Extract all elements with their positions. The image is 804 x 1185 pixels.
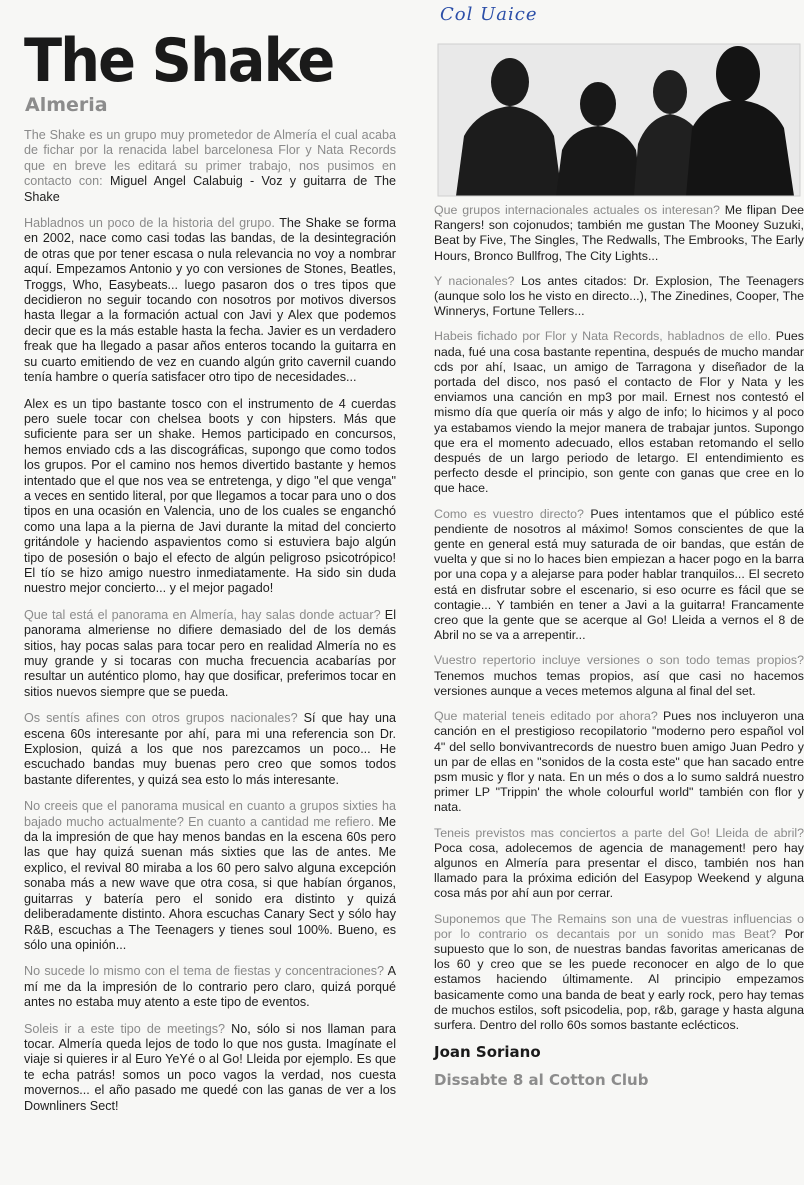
band-photo xyxy=(438,44,800,196)
answer-text: Me flipan Dee Rangers! son cojonudos; también me gustan The Mooney Suzuki, Beat by Five, The Singles, The Redwalls, The Embrooks, The Early Hours, Bronco Bullfrog, The City Lights... xyxy=(434,203,804,263)
question-text: No creeis que el panorama musical en cuanto a grupos sixties ha bajado mucho actualmente? En cuanto a cantidad me refiero. xyxy=(24,799,396,829)
answer-text: Pues intentamos que el público esté pendiente de nosotros al máximo! Somos conscientes de que la gente en general está muy saturada de oir bandas, que están de vuelta y que si no lo haces bien empiezan a hacer pogo en la barra por una copa y a alejarse para poder hablar tranquilos... El secreto está en disfrutar sobre el escenario, si eso ocurre es fácil que se contagie... Y también en tener a Javi a la guitarra! Francamente creo que la gente que se acerque al Go! Lleida a vernos el 8 de Abril no se va a arrepentir... xyxy=(434,506,804,643)
question-text: Suponemos que The Remains son una de vuestras influencias o por lo contrario os decantais por un sonido mas Beat? xyxy=(434,911,804,941)
page-subtitle: Almeria xyxy=(25,94,108,116)
intro-text: The Shake es un grupo muy prometedor de Almería el cual acaba de fichar por la renacida label barcelonesa Flor y Nata Records que en breve les editará su primer trabajo, nos pusimos en contacto con: xyxy=(24,128,396,189)
interview-section xyxy=(434,653,804,699)
question-text: Vuestro repertorio incluye versiones o son todo temas propios? xyxy=(434,653,804,668)
question-text: Habladnos un poco de la historia del grupo. xyxy=(24,216,280,231)
answer-text: Tenemos muchos temas propios, así que casi no hacemos versiones aunque a veces metemos alguna al final del set. xyxy=(434,668,804,698)
interview-section xyxy=(24,964,396,1010)
answer-text: The Shake se forma en 2002, nace como casi todas las bandas, de la desintegración de otras que por tener escasa o nula relevancia no voy a nombrar aquí. Empezamos Antonio y yo con versiones de Stones, Beatles, Troggs, Who, Easybeats... luego pasaron dos o tres tipos que decidieron no seguir tocando con nosotros por motivos diversos hasta llegar a la formación actual con Javi y Alex que podemos decir que es la más estable hasta la fecha. Javier es un verdadero freak que ha llegado a pasar años enteros tocando la guitarra en su cuarto emitiendo de vez en cuando algún grito cavernil cuando tenía hambre o quería satisfacer otro tipo de necesidades... xyxy=(24,216,396,385)
question-text: Y nacionales? xyxy=(434,273,521,288)
intro-contact: Miguel Angel Calabuig - Voz y guitarra de The Shake xyxy=(24,174,396,204)
interview-section xyxy=(434,329,804,496)
interview-section xyxy=(434,274,804,320)
answer-text: Los antes citados: Dr. Explosion, The Teenagers (aunque solo los he visto en directo...), The Zinedines, Cooper, The Winnerys, Fortune Tellers... xyxy=(434,273,804,319)
interview-section xyxy=(434,826,804,902)
interview-section xyxy=(24,711,396,788)
interview-section xyxy=(24,397,396,597)
question-text: Que material teneis editado por ahora? xyxy=(434,709,663,724)
interview-section xyxy=(434,507,804,644)
interview-section xyxy=(434,912,804,1034)
question-text: Soleis ir a este tipo de meetings? xyxy=(24,1021,232,1036)
question-text: Os sentís afines con otros grupos nacionales? xyxy=(24,711,304,726)
right-column xyxy=(434,203,804,1089)
page-title: The Shake xyxy=(24,26,334,96)
interview-section xyxy=(24,1022,396,1114)
author-signature: Joan Soriano xyxy=(434,1043,541,1062)
left-column xyxy=(24,28,396,1125)
interview-section xyxy=(434,203,804,264)
event-line: Dissabte 8 al Cotton Club xyxy=(434,1071,649,1090)
question-text: Que grupos internacionales actuales os interesan? xyxy=(434,203,725,217)
handwritten-note: Col Uaice xyxy=(440,4,538,25)
answer-text: Pues nos incluyeron una canción en el prestigioso recopilatorio "moderno pero español vol 4" del sello bonvivantrecords de nuestro buen amigo Juan Pedro y un par de ellas en "sonidos de la costa este" que han sacado entre psm music y flor y nata. En un més o dos a lo sumo saldrá nuestro primer LP "Trippin' the whole colourful world" también con flor y nata. xyxy=(434,709,804,815)
intro-paragraph xyxy=(24,128,396,205)
interview-section xyxy=(24,216,396,385)
answer-text: Por supuesto que lo son, de nuestras bandas favoritas americanas de los 60 y creo que se les puede reconocer en algo de lo que estamos haciendo últimamente. Al principio empezamos basicamente como una banda de beat y early rock, pero hay temas de muchos estilos, soft psicodelia, pop, r&b, garage y hasta alguna surfera. Dentro del rollo 60s somos bastante eclécticos. xyxy=(434,926,804,1032)
answer-text: Sí que hay una escena 60s interesante por ahí, para mi una referencia son Dr. Explosion, quizá a los que nos parezcamos un poco... He escuchado bandas muy buenas pero creo que somos todos bastante diferentes, y quizá sea esto lo más interesante. xyxy=(24,711,396,787)
answer-text: Alex es un tipo bastante tosco con el instrumento de 4 cuerdas pero suele tocar con chelsea boots y con hipsters. Más que suficiente para ser un shake. Hemos participado en concursos, hemos enviado cds a las discográficas, supongo que como todos los grupos. Por el camino nos hemos divertido bastante y hemos intentado que el que nos vea se entretenga, y digo "el que venga" a veces en sentido literal, por que llegamos a tocar para uno o dos tipos en una ocasión en Valencia, uno de los cuales se enganchó como una lapa a la pierna de Javi durante la mitad del concierto gritándole y haciendo aspavientos como si estuviera bajo algún tipo de posesión o bajo el efecto de algún peligroso psicotrópico! El tío se hizo amigo nuestro inmediatamente. Ha sido sin duda nuestro mejor concierto... y el mejor pagado! xyxy=(24,396,396,596)
interview-section xyxy=(24,608,396,700)
interview-section xyxy=(24,799,396,953)
question-text: Como es vuestro directo? xyxy=(434,506,591,521)
answer-text: Me da la impresión de que hay menos bandas en la escena 60s pero las que hay quizá suenan más sixties que las de antes. Me explico, el revival 80 miraba a los 60 pero salvo alguna excepción sonaba más a new wave que otra cosa, si que habían órganos, guitarras y batería pero el sonido era distinto y quizá deliberadamente distinto. Ahora escuchas Canary Sect y sólo hay R&B, escuchas a The Teenagers y tienes soul 100%. Bueno, es sólo una opinión... xyxy=(24,814,396,952)
interview-section xyxy=(434,709,804,815)
question-text: Habeis fichado por Flor y Nata Records, habladnos de ello. xyxy=(434,329,776,344)
question-text: No sucede lo mismo con el tema de fiestas y concentraciones? xyxy=(24,964,388,979)
answer-text: Poca cosa, adolecemos de agencia de management! pero hay algunos en Almería para presentar el disco, también nos han llamado para la próxima edición del Easypop Weekend y alguna cosa más por ahí aun por cerrar. xyxy=(434,840,804,901)
answer-text: Pues nada, fué una cosa bastante repentina, después de mucho mandar cds por ahí, Isaac, un amigo de Tarragona y diseñador de la portada del disco, nos pasó el contacto de Flor y Nata y les enviamos una canción en mp3 por mail. Ernest nos contestó el mismo día que quería oir más y algo de info; lo hicimos y al poco ya estabamos viendo la mejor manera de trabajar juntos. Supongo que era el momento adecuado, ellos estaban retomando el sello después de un largo periodo de letargo. El entendimiento es perfecto desde el principio, son gente con ganas que cree en lo que hace. xyxy=(434,329,804,496)
answer-text: No, sólo si nos llaman para tocar. Almería queda lejos de todo lo que nos gusta. Imagínate el viaje si quieres ir al Euro YeYé o al Go! Lleida por ejemplo. Es que te echa patrás! somos un poco vagos la verdad, nos cuesta movernos... el año pasado me quedé con las ganas de ver a los Downliners Sect! xyxy=(24,1021,396,1113)
answer-text: El panorama almeriense no difiere demasiado del de los demás sitios, hay pocas salas para tocar pero en realidad Almería no es muy grande y si tocaras con mucha frecuencia acabarías por resultar un auténtico plomo, hay que dosificar, preferimos tocar en sitios nuevos siempre que se pueda. xyxy=(24,607,396,699)
band-photo-icon xyxy=(438,44,800,196)
answer-text: A mí me da la impresión de lo contrario pero claro, quizá porqué antes no estaba muy atento a este tipo de eventos. xyxy=(24,964,396,1010)
question-text: Que tal está el panorama en Almería, hay salas donde actuar? xyxy=(24,607,385,622)
question-text: Teneis previstos mas conciertos a parte del Go! Lleida de abril? xyxy=(434,825,804,840)
